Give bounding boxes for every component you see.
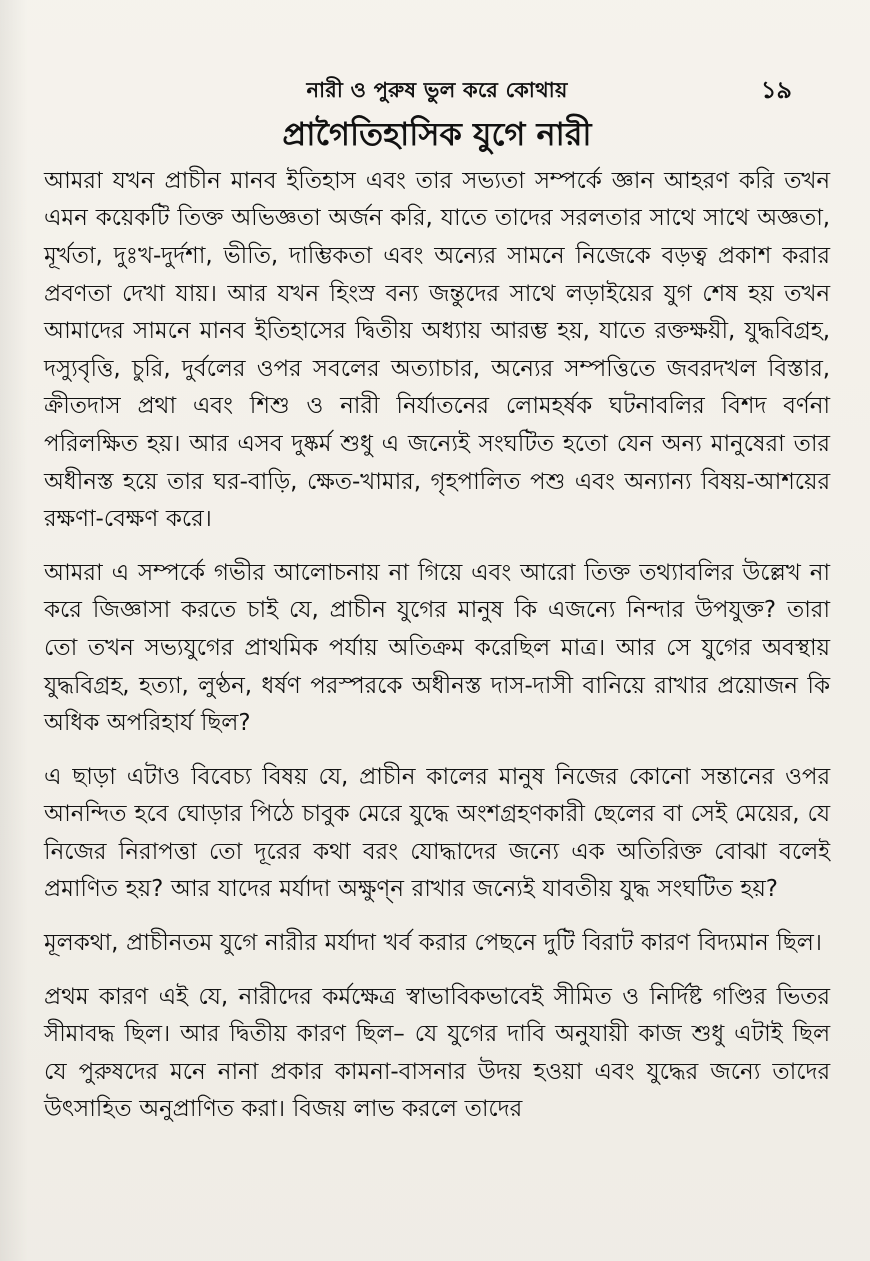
paragraph: আমরা এ সম্পর্কে গভীর আলোচনায় না গিয়ে এবং আরো তিক্ত তথ্যাবলির উল্লেখ না করে জিজ্ঞাসা করতে চাই যে, প্রাচীন যুগের মানুষ কি এজন্যে নিন্দার উপযুক্ত? তারা তো তখন সভ্যযুগের প্রাথমিক পর্যায় অতিক্রম করেছিল মাত্র। আর সে যুগের অবস্থায় যুদ্ধবিগ্রহ, হত্যা, লুণ্ঠন, ধর্ষণ পরস্পরকে অধীনস্ত দাস-দাসী বানিয়ে রাখার প্রয়োজন কি অধিক অপরিহার্য ছিল? xyxy=(44,559,830,737)
paragraph: এ ছাড়া এটাও বিবেচ্য বিষয় যে, প্রাচীন কালের মানুষ নিজের কোনো সন্তানের ওপর আনন্দিত হবে ঘোড়ার পিঠে চাবুক মেরে যুদ্ধে অংশগ্রহণকারী ছেলের বা সেই মেয়ের, যে নিজের নিরাপত্তা তো দূরের কথা বরং যোদ্ধাদের জন্যে এক অতিরিক্ত বোঝা বলেই প্রমাণিত হয়? আর যাদের মর্যাদা অক্ষুণ্ন রাখার জন্যেই যাবতীয় যুদ্ধ সংঘটিত হয়? xyxy=(44,763,830,903)
chapter-title: প্রাগৈতিহাসিক যুগে নারী xyxy=(282,115,592,153)
running-title: নারী ও পুরুষ ভুল করে কোথায় xyxy=(306,78,568,102)
running-header xyxy=(44,70,830,104)
paragraph: আমরা যখন প্রাচীন মানব ইতিহাস এবং তার সভ্যতা সম্পর্কে জ্ঞান আহরণ করি তখন এমন কয়েকটি তিক্ত অভিজ্ঞতা অর্জন করি, যাতে তাদের সরলতার সাথে সাথে অজ্ঞতা, মূর্খতা, দুঃখ-দুর্দশা, ভীতি, দাম্ভিকতা এবং অন্যের সামনে নিজেকে বড়ত্ব প্রকাশ করার প্রবণতা দেখা যায়। আর যখন হিংস্র বন্য জন্তুদের সাথে লড়াইয়ের যুগ শেষ হয় তখন আমাদের সামনে মানব ইতিহাসের দ্বিতীয় অধ্যায় আরম্ভ হয়, যাতে রক্তক্ষয়ী, যুদ্ধবিগ্রহ, দস্যুবৃত্তি, চুরি, দুর্বলের ওপর সবলের অত্যাচার, অন্যের সম্পত্তিতে জবরদখল বিস্তার, ক্রীতদাস প্রথা এবং শিশু ও নারী নির্যাতনের লোমহর্ষক ঘটনাবলির বিশদ বর্ণনা পরিলক্ষিত হয়। আর এসব দুষ্কর্ম শুধু এ জন্যেই সংঘটিত হতো যেন অন্য মানুষেরা তার অধীনস্ত হয়ে তার ঘর-বাড়ি, ক্ষেত-খামার, গৃহপালিত পশু এবং অন্যান্য বিষয়-আশয়ের রক্ষণা-বেক্ষণ করে। xyxy=(44,167,830,533)
body-text xyxy=(44,163,830,1129)
paragraph: প্রথম কারণ এই যে, নারীদের কর্মক্ষেত্র স্বাভাবিকভাবেই সীমিত ও নির্দিষ্ট গণ্ডির ভিতর সীমাবদ্ধ ছিল। আর দ্বিতীয় কারণ ছিল– যে যুগের দাবি অনুযায়ী কাজ শুধু এটাই ছিল যে পুরুষদের মনে নানা প্রকার কামনা-বাসনার উদয় হওয়া এবং যুদ্ধের জন্যে তাদের উৎসাহিত অনুপ্রাণিত করা। বিজয় লাভ করলে তাদের xyxy=(44,983,830,1123)
page-number: ১৯ xyxy=(760,76,792,104)
paragraph: মূলকথা, প্রাচীনতম যুগে নারীর মর্যাদা খর্ব করার পেছনে দুটি বিরাট কারণ বিদ্যমান ছিল। xyxy=(44,930,822,957)
